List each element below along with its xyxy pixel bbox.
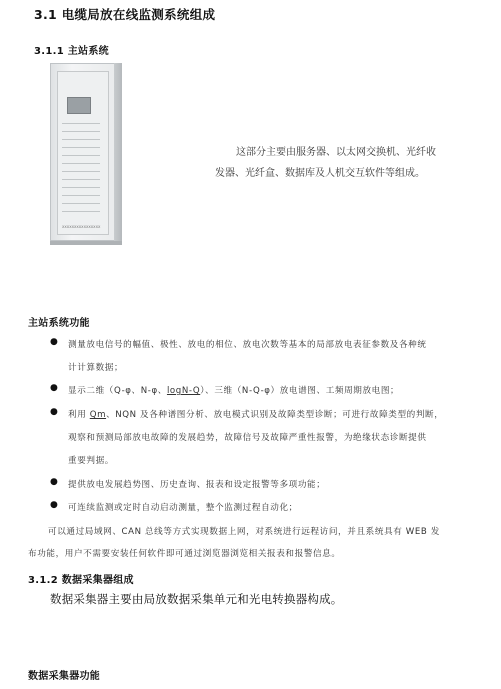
remote-access-line-2: 布功能，用户不需要安装任何软件即可通过浏览器浏览相关报表和报警信息。 — [28, 549, 341, 559]
bullet-2-text-a: 显示二维（Q-φ、N-φ、 — [68, 386, 167, 396]
bullet-icon: ● — [50, 500, 58, 510]
bullet-2-line-1 — [68, 384, 399, 396]
bullet-3-line-1 — [68, 408, 443, 420]
functions-heading: 主站系统功能 — [28, 318, 90, 329]
bullet-icon: ● — [50, 407, 58, 417]
bullet-3-line-2: 观察和预测局部放电故障的发展趋势，故障信号及故障严重性报警，为绝缘状态诊断提供 — [68, 433, 427, 443]
bullet-4-line-1: 提供放电发展趋势图、历史查询、报表和设定报警等多项功能； — [68, 480, 326, 490]
bullet-icon: ● — [50, 383, 58, 393]
remote-access-line-1: 可以通过局域网、CAN 总线等方式实现数据上网，对系统进行远程访问，并且系统具有 WEB 发 — [48, 527, 440, 537]
description-line-2: 发器、光纤盒、数据库及人机交互软件等组成。 — [215, 168, 425, 179]
bullet-1-line-1: 测量放电信号的幅值、极性、放电的相位、放电次数等基本的局部放电表征参数及各种统 — [68, 340, 427, 350]
bullet-5-line-1: 可连续监测或定时自动启动测量，整个监测过程自动化； — [68, 503, 298, 513]
cabinet-label: XXXXXXXXXXXXXXXX — [62, 225, 101, 229]
collector-functions-heading: 数据采集器功能 — [28, 671, 101, 682]
bullet-1-line-2: 计计算数据； — [68, 363, 124, 373]
bullet-3-text-underlined: Qm — [89, 410, 107, 420]
collector-description: 数据采集器主要由局放数据采集单元和光电转换器构成。 — [50, 592, 343, 606]
bullet-3-text-a: 利用 — [68, 410, 90, 420]
bullet-3-line-3: 重要判据。 — [68, 456, 114, 466]
bullet-2-text-underlined: logN-Q — [166, 386, 201, 396]
subsection-title-main-station: 3.1.1 主站系统 — [34, 46, 109, 57]
section-title: 3.1 电缆局放在线监测系统组成 — [34, 7, 216, 22]
bullet-2-text-b: ）、三维（N-Q-φ）放电谱图、工频周期放电图； — [200, 386, 400, 396]
cabinet-display-screen — [67, 97, 91, 114]
description-line-1: 这部分主要由服务器、以太网交换机、光纤收 — [236, 147, 436, 158]
bullet-icon: ● — [50, 477, 58, 487]
bullet-icon: ● — [50, 337, 58, 347]
server-cabinet-image — [50, 63, 122, 241]
subsection-title-collector: 3.1.2 数据采集器组成 — [28, 575, 134, 586]
bullet-3-text-b: 、NQN 及各种谱图分析、放电模式识别及故障类型诊断；可进行故障类型的判断， — [106, 410, 444, 420]
